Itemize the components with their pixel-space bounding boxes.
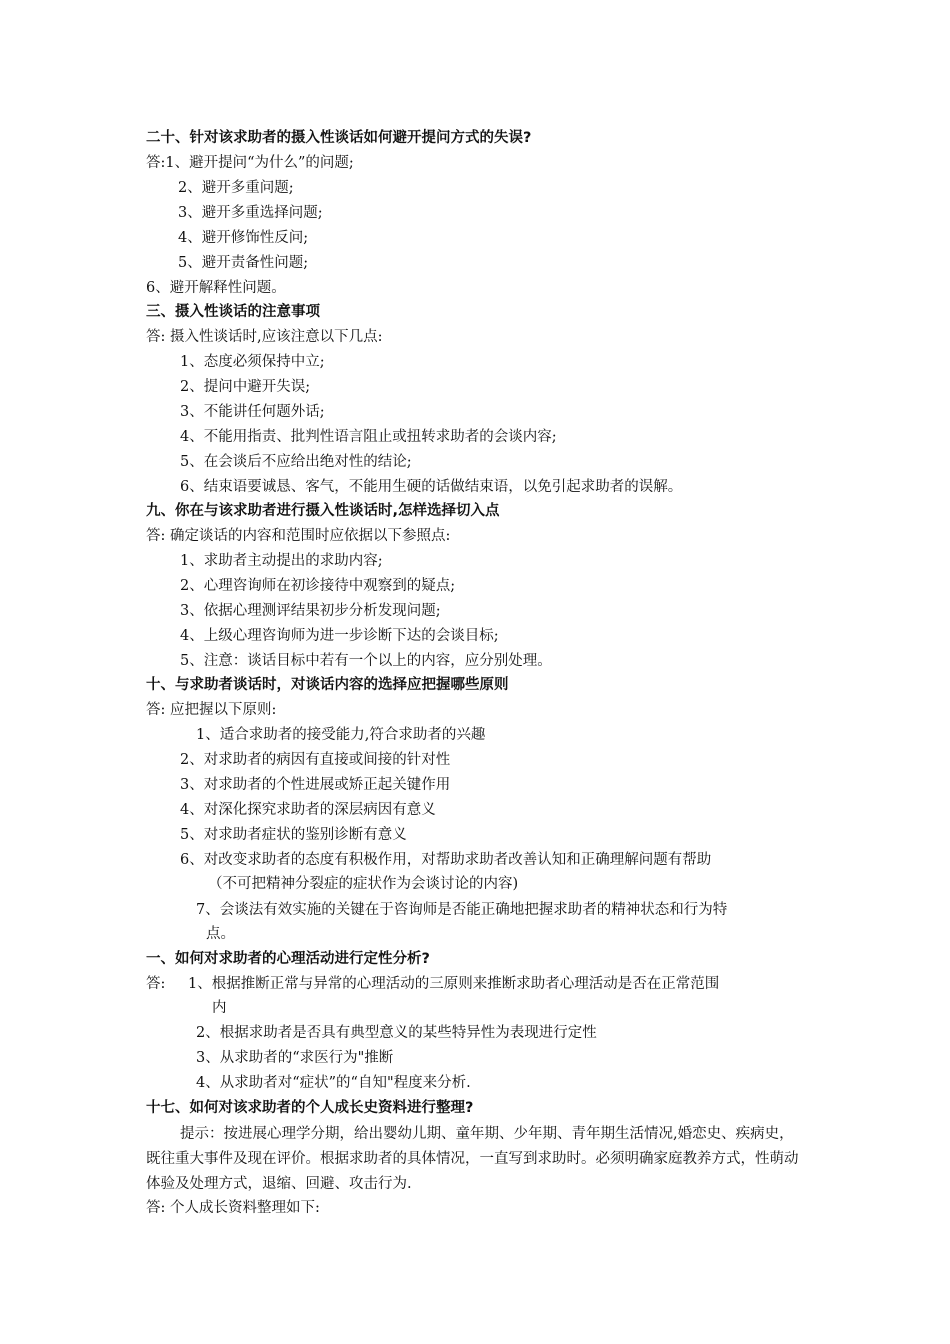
section-10-item-6: 6、对改变求助者的态度有积极作用，对帮助求助者改善认知和正确理解问题有帮助 (180, 852, 712, 868)
section-10-item-6-note: （不可把精神分裂症的症状作为会谈讨论的内容) (208, 876, 519, 892)
section-3-item-5: 5、在会谈后不应给出绝对性的结论; (180, 454, 412, 470)
section-1-item-3: 3、从求助者的“求医行为"推断 (196, 1050, 394, 1066)
section-1-answer-label: 答: (146, 976, 166, 992)
section-9-item-3: 3、依据心理测评结果初步分析发现问题; (180, 603, 441, 619)
section-9-item-4: 4、上级心理咨询师为进一步诊断下达的会谈目标; (180, 628, 499, 644)
section-17-answer: 答: 个人成长资料整理如下: (146, 1200, 320, 1216)
section-20-item-5: 5、避开责备性问题; (178, 255, 309, 271)
section-3-answer: 答: 摄入性谈话时,应该注意以下几点: (146, 329, 383, 345)
section-1-title: 一、如何对求助者的心理活动进行定性分析? (146, 951, 430, 967)
section-20-item-3: 3、避开多重选择问题; (178, 205, 323, 221)
section-10-title: 十、与求助者谈话时，对谈话内容的选择应把握哪些原则 (146, 677, 509, 693)
section-3-title: 三、摄入性谈话的注意事项 (146, 304, 320, 320)
section-20-item-4: 4、避开修饰性反问; (178, 230, 309, 246)
section-20-item-2: 2、避开多重问题; (178, 180, 294, 196)
section-9-item-5: 5、注意：谈话目标中若有一个以上的内容，应分别处理。 (180, 653, 552, 669)
section-3-item-4: 4、不能用指责、批判性语言阻止或扭转求助者的会谈内容; (180, 429, 557, 445)
section-1-item-1: 1、根据推断正常与异常的心理活动的三原则来推断求助者心理活动是否在正常范围 (188, 976, 720, 992)
section-17-hint: 提示：按进展心理学分期，给出婴幼儿期、童年期、少年期、青年期生活情况,婚恋史、疾病史，既往重大事件及现在评价。根据求助者的具体情况，一直写到求助时。必须明确家庭教养方式，性萌动体验及处理方式，退缩、回避、攻击行为. (146, 1126, 799, 1192)
section-10-item-7: 7、会谈法有效实施的关键在于咨询师是否能正确地把握求助者的精神状态和行为特 (196, 902, 728, 918)
section-10-answer: 答: 应把握以下原则: (146, 702, 277, 718)
section-9-item-1: 1、求助者主动提出的求助内容; (180, 553, 383, 569)
section-3-item-3: 3、不能讲任何题外话; (180, 404, 325, 420)
section-3-item-6: 6、结束语要诚恳、客气，不能用生硬的话做结束语，以免引起求助者的误解。 (180, 479, 683, 495)
section-3-item-1: 1、态度必须保持中立; (180, 354, 325, 370)
section-1-item-1-cont: 内 (212, 1000, 227, 1016)
section-17-title: 十七、如何对该求助者的个人成长史资料进行整理? (146, 1100, 474, 1116)
section-20-title: 二十、针对该求助者的摄入性谈话如何避开提问方式的失误? (146, 130, 532, 146)
section-9-answer: 答: 确定谈话的内容和范围时应依据以下参照点: (146, 528, 451, 544)
section-20-item-6: 6、避开解释性问题。 (146, 280, 286, 296)
section-9-title: 九、你在与该求助者进行摄入性谈话时,怎样选择切入点 (146, 503, 500, 519)
section-9-item-2: 2、心理咨询师在初诊接待中观察到的疑点; (180, 578, 456, 594)
section-20-item-1: 答:1、避开提问“为什么”的问题; (146, 155, 354, 171)
section-10-item-7-cont: 点。 (206, 926, 235, 942)
section-10-item-4: 4、对深化探究求助者的深层病因有意义 (180, 802, 436, 818)
section-3-item-2: 2、提问中避开失误; (180, 379, 311, 395)
section-10-item-1: 1、适合求助者的接受能力,符合求助者的兴趣 (196, 727, 486, 743)
section-10-item-2: 2、对求助者的病因有直接或间接的针对性 (180, 752, 451, 768)
section-10-item-3: 3、对求助者的个性进展或矫正起关键作用 (180, 777, 451, 793)
section-10-item-5: 5、对求助者症状的鉴别诊断有意义 (180, 827, 407, 843)
section-1-item-4: 4、从求助者对“症状”的“自知"程度来分析. (196, 1075, 471, 1091)
section-1-item-2: 2、根据求助者是否具有典型意义的某些特异性为表现进行定性 (196, 1025, 597, 1041)
